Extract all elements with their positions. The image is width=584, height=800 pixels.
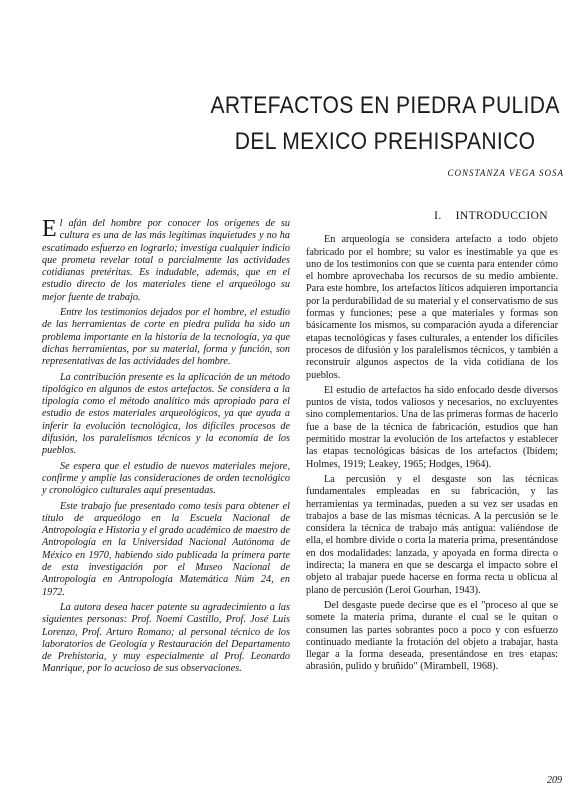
abstract-paragraph: Entre los testimonios dejados por el hombre, el estudio de las herramientas de corte en piedra pulida ha sido un problema importante en la historia de la tecnología, ya que dichas herramientas, por su material, forma y función, son representativas de las actividades del hombre. bbox=[42, 307, 290, 368]
section-title: INTRODUCCION bbox=[455, 210, 548, 222]
body-paragraph: La percusión y el desgaste son las técnicas fundamentales empleadas en su fabricación, y las herramientas ya terminadas, pueden a su vez ser usadas en trabajos a base de las mismas técnicas. A la percusión se le considera la técnica de trabajo más antigua: valiéndose de ella, el hombre divide o corta la materia prima, presentándose en dos modalidades: lanzada, y apoyada en forma directa o indirecta; la manera en que se descarga el impacto sobre el objeto al trabajar puede hacerse en forma recta u oblicua al plano de percusión (Leroi Gourhan, 1943). bbox=[306, 473, 558, 596]
author-name: CONSTANZA VEGA SOSA bbox=[447, 168, 564, 178]
abstract-paragraph-text: l afán del hombre por conocer los orígenes de su cultura es una de las más legítimas inquietudes y no ha escatimado esfuerzo en lograrlo; investiga cualquier indicio que prometa revelar total o parcialmente las actividades cotidianas pretéritas. Es indudable, además, que en el estudio directo de los materiales tiene el arqueólogo su mejor fuente de trabajo. bbox=[42, 218, 290, 303]
abstract-paragraph bbox=[42, 218, 290, 304]
page-number: 209 bbox=[547, 775, 562, 786]
article-title-line-1: ARTEFACTOS EN PIEDRA PULIDA bbox=[210, 92, 560, 119]
abstract-paragraph: La autora desea hacer patente su agradecimiento a las siguientes personas: Prof. Noemí Castillo, Prof. José Luis Lorenzo, Prof. Arturo Romano; al personal técnico de los laboratorios de Geología y Restauración del Departamento de Prehistoria, y muy especialmente al Prof. Leonardo Manrique, por lo acucioso de sus observaciones. bbox=[42, 601, 290, 675]
body-paragraph: En arqueología se considera artefacto a todo objeto fabricado por el hombre; su valor es inestimable ya que es uno de los testimonios con que se cuenta para entender cómo el hombre aprovechaba los recursos de su medio ambiente. Para este hombre, los artefactos líticos adquieren importancia por la perdurabilidad de su material y el conservatismo de sus formas y funciones; pese a que materiales y formas son básicamente los mismos, su comparación ayuda a diferenciar etapas tecnológicas y fases culturales, a entender los difíciles procesos de difusión y los paralelismos técnicos, y también a reconstruir algunos aspectos de la vida cotidiana de los pueblos. bbox=[306, 234, 558, 381]
abstract-column bbox=[42, 218, 290, 676]
abstract-paragraph: La contribución presente es la aplicación de un método tipológico en algunos de estos artefactos. Se considera a la tipología como el método analítico más apropiado para el estudio de estos materiales arqueológicos, ya que ayuda a inferir la evolución tecnológica, los difíciles procesos de difusión, los paralelismos técnicos y la economía de los pueblos. bbox=[42, 371, 290, 457]
abstract-paragraph: Se espera que el estudio de nuevos materiales mejore, confirme y amplíe las consideraciones de orden tecnológico y cronológico culturales aquí presentadas. bbox=[42, 460, 290, 497]
introduction-column bbox=[306, 210, 558, 674]
abstract-paragraph: Este trabajo fue presentado como tesis para obtener el título de arqueólogo en la Escuela Nacional de Antropología e Historia y el grado académico de maestro de Antropología en la Universidad Nacional Autónoma de México en 1970, habiendo sido publicada la primera parte de esta investigación por el Museo Nacional de Antropología en Antropología Matemática Núm 24, en 1972. bbox=[42, 500, 290, 598]
article-title-line-2: DEL MEXICO PREHISPANICO bbox=[234, 128, 536, 155]
section-heading bbox=[306, 210, 548, 222]
section-number: I. bbox=[434, 210, 442, 222]
body-paragraph: El estudio de artefactos ha sido enfocado desde diversos puntos de vista, todos valiosos y necesarios, no excluyentes sino complementarios. Una de las primeras formas de hacerlo fue a base de la técnica de fabricación, estudios que han permitido mostrar la evolución de los artefactos y establecer las etapas tecnológicas básicas de los artefactos (Ibídem; Holmes, 1919; Leakey, 1965; Hodges, 1964). bbox=[306, 384, 558, 470]
drop-cap: E bbox=[42, 216, 57, 242]
body-paragraph: Del desgaste puede decirse que es el "proceso al que se somete la materia prima, durante el cual se le quitan o consumen las partes sobrantes poco a poco y con esfuerzo continuado mediante la frotación del objeto a trabajar, hasta llegar a la forma deseada, presentándose en tres etapas: abrasión, pulido y bruñido" (Mirambell, 1968). bbox=[306, 599, 558, 673]
